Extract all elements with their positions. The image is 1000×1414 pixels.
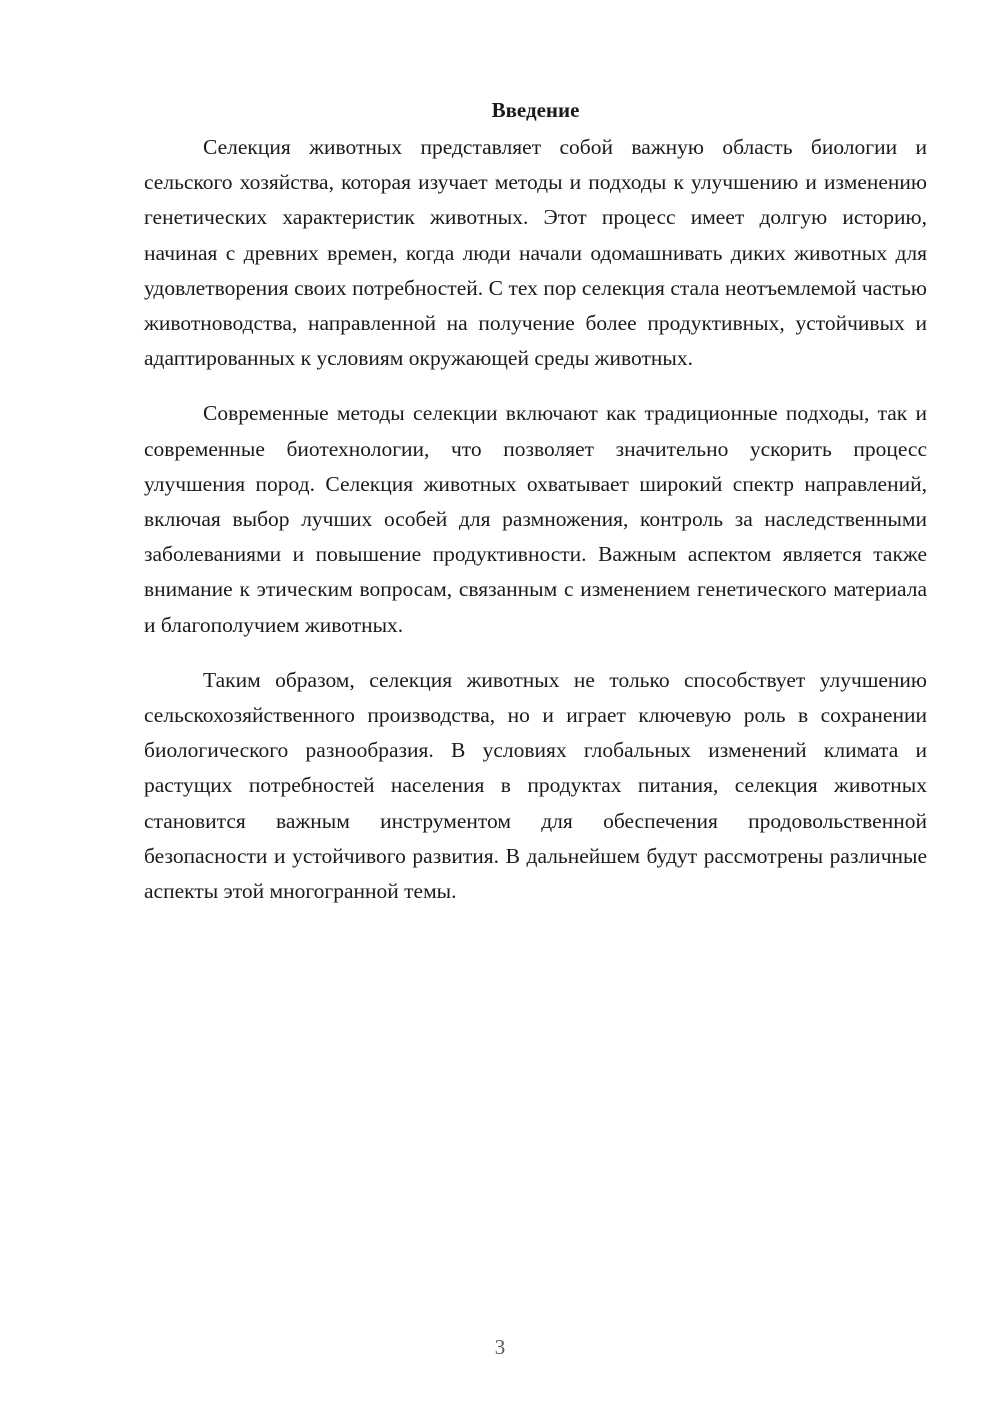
page-number: 3 (494, 1335, 506, 1359)
section-title: Введение (491, 98, 580, 122)
page-content (144, 96, 927, 929)
paragraph-3: Таким образом, селекция животных не только способствует улучшению сельскохозяйственного производства, но и играет ключевую роль в сохранении биологического разнообразия. В условиях глобальных изменений климата и растущих потребностей населения в продуктах питания, селекция животных становится важным инструментом для обеспечения продовольственной безопасности и устойчивого развития. В дальнейшем будут рассмотрены различные аспекты этой многогранной темы. (144, 667, 927, 904)
paragraph-1: Селекция животных представляет собой важную область биологии и сельского хозяйства, которая изучает методы и подходы к улучшению и изменению генетических характеристик животных. Этот процесс имеет долгую историю, начиная с древних времен, когда люди начали одомашнивать диких животных для удовлетворения своих потребностей. С тех пор селекция стала неотъемлемой частью животноводства, направленной на получение более продуктивных, устойчивых и адаптированных к условиям окружающей среды животных. (144, 135, 927, 371)
paragraph-2: Современные методы селекции включают как традиционные подходы, так и современные биотехнологии, что позволяет значительно ускорить процесс улучшения пород. Селекция животных охватывает широкий спектр направлений, включая выбор лучших особей для размножения, контроль за наследственными заболеваниями и повышение продуктивности. Важным аспектом является также внимание к этическим вопросам, связанным с изменением генетического материала и благополучием животных. (144, 401, 927, 637)
